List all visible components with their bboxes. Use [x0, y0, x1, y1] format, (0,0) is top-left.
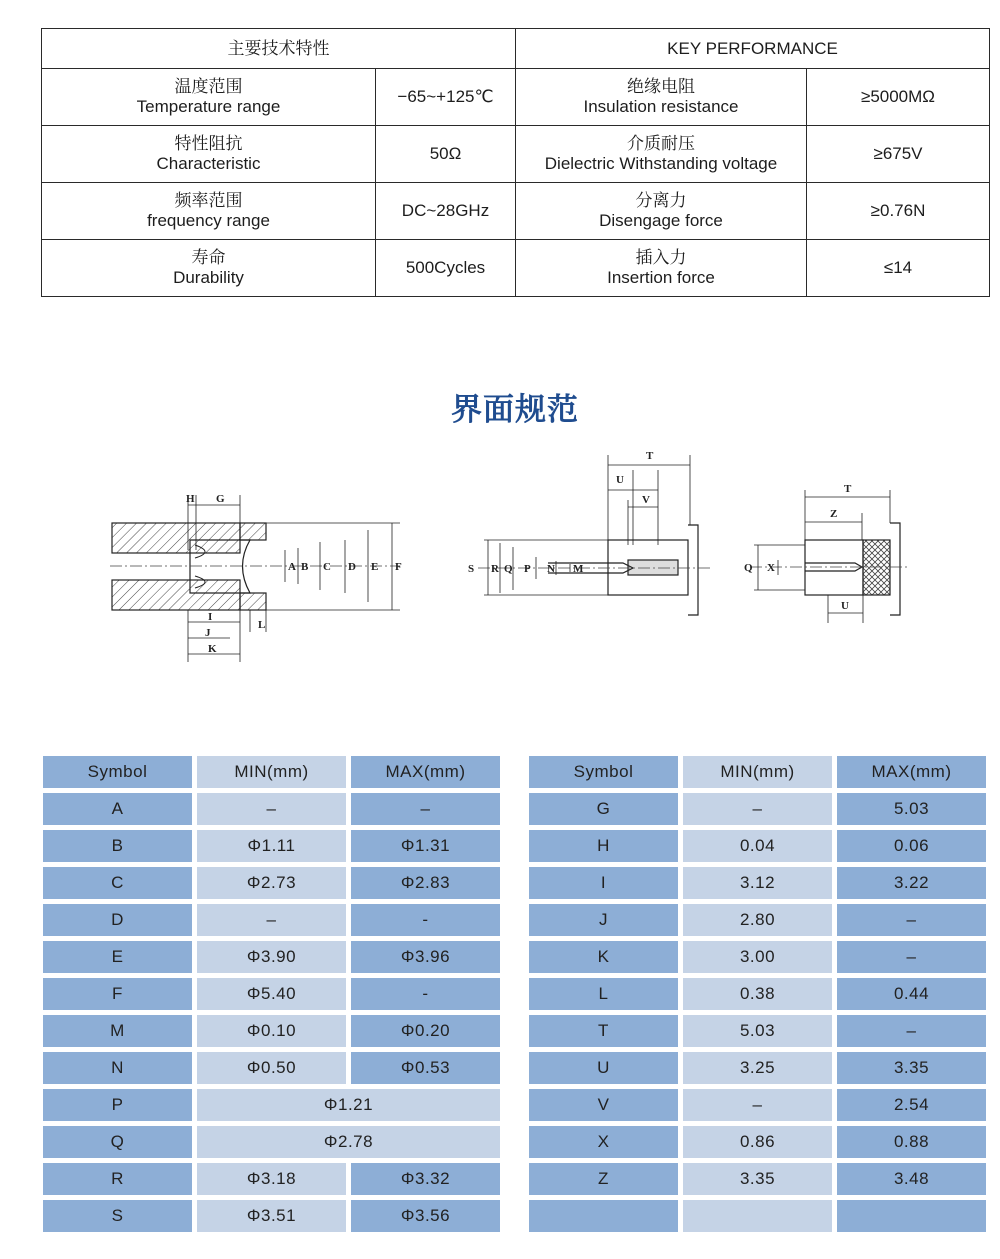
table-row — [529, 793, 986, 825]
table-row — [43, 978, 500, 1010]
dim-label-j: J — [205, 627, 211, 639]
table-row — [43, 1052, 500, 1084]
param-value: 500Cycles — [376, 240, 516, 297]
min-cell: – — [197, 904, 346, 936]
symbol-cell: J — [529, 904, 678, 936]
table-row — [529, 830, 986, 862]
max-cell: – — [351, 793, 500, 825]
param-name-cell — [42, 240, 376, 297]
min-cell: Φ1.11 — [197, 830, 346, 862]
min-cell: Φ3.51 — [197, 1200, 346, 1232]
param-name-cn: 温度范围 — [174, 77, 243, 96]
dim-label-g: G — [216, 493, 225, 505]
param-name-cell — [42, 69, 376, 126]
merged-value-cell: Φ1.21 — [197, 1089, 500, 1121]
drawing-left-interface — [100, 490, 410, 670]
min-cell: 0.38 — [683, 978, 832, 1010]
table-row — [529, 904, 986, 936]
max-cell: 0.44 — [837, 978, 986, 1010]
symbol-cell: M — [43, 1015, 192, 1047]
max-cell: 2.54 — [837, 1089, 986, 1121]
table-row — [43, 904, 500, 936]
symbol-cell: N — [43, 1052, 192, 1084]
table-row — [529, 867, 986, 899]
param-name-en: frequency range — [147, 211, 270, 230]
body-bottom-section — [112, 580, 240, 610]
symbol-cell: K — [529, 941, 678, 973]
param-value: −65~+125℃ — [376, 69, 516, 126]
max-cell: 3.48 — [837, 1163, 986, 1195]
vertical-dim-lines — [188, 495, 400, 662]
performance-row — [42, 69, 990, 126]
max-cell: 3.35 — [837, 1052, 986, 1084]
dimension-table-left — [38, 751, 505, 1237]
min-cell: 3.35 — [683, 1163, 832, 1195]
symbol-cell: S — [43, 1200, 192, 1232]
table-row — [43, 867, 500, 899]
dim-label-n: N — [547, 563, 555, 575]
table-row — [43, 793, 500, 825]
performance-header-row — [42, 29, 990, 69]
param-name-cell — [42, 183, 376, 240]
param-value: DC~28GHz — [376, 183, 516, 240]
param-name-en: Insertion force — [607, 268, 715, 287]
symbol-cell: V — [529, 1089, 678, 1121]
dimension-table-right — [524, 751, 991, 1237]
max-cell: – — [837, 941, 986, 973]
min-cell: Φ3.90 — [197, 941, 346, 973]
min-cell: 0.04 — [683, 830, 832, 862]
param-name-en: Insulation resistance — [583, 97, 739, 116]
dim-label-m: M — [573, 563, 584, 575]
param-name-cell — [516, 183, 807, 240]
max-cell — [837, 1200, 986, 1232]
header-min: MIN(mm) — [197, 756, 346, 788]
performance-row — [42, 183, 990, 240]
table-row — [43, 1126, 500, 1158]
max-cell: Φ1.31 — [351, 830, 500, 862]
performance-header-cn: 主要技术特性 — [42, 29, 516, 69]
param-name-cn: 介质耐压 — [627, 134, 695, 153]
dim-table-header-row — [529, 756, 986, 788]
performance-row — [42, 126, 990, 183]
table-row — [43, 1200, 500, 1232]
performance-table — [41, 28, 990, 297]
min-cell — [683, 1200, 832, 1232]
dim-label-a: A — [288, 561, 296, 573]
param-value: 50Ω — [376, 126, 516, 183]
symbol-cell: U — [529, 1052, 678, 1084]
dim-label-b: B — [301, 561, 309, 573]
dim-label-i: I — [208, 611, 213, 623]
table-row — [43, 1015, 500, 1047]
max-cell: - — [351, 978, 500, 1010]
dim-label-q: Q — [744, 562, 753, 574]
dim-label-u: U — [841, 600, 849, 612]
symbol-cell: D — [43, 904, 192, 936]
dim-label-e: E — [371, 561, 379, 573]
min-cell: 3.12 — [683, 867, 832, 899]
table-row — [529, 1089, 986, 1121]
header-max: MAX(mm) — [837, 756, 986, 788]
dim-label-c: C — [323, 561, 331, 573]
symbol-cell: G — [529, 793, 678, 825]
drawing-middle-interface — [458, 445, 723, 620]
param-value: ≥5000MΩ — [807, 69, 990, 126]
max-cell: 3.22 — [837, 867, 986, 899]
param-name-en: Dielectric Withstanding voltage — [544, 154, 778, 173]
table-row — [529, 1126, 986, 1158]
max-cell: Φ0.53 — [351, 1052, 500, 1084]
symbol-cell: B — [43, 830, 192, 862]
symbol-cell: I — [529, 867, 678, 899]
min-cell: 0.86 — [683, 1126, 832, 1158]
section-title: 界面规范 — [451, 392, 579, 427]
symbol-cell: C — [43, 867, 192, 899]
header-symbol: Symbol — [43, 756, 192, 788]
drawing-right-interface — [740, 475, 910, 625]
param-name-cn: 特性阻抗 — [174, 134, 243, 153]
step-top — [240, 523, 266, 540]
min-cell: – — [197, 793, 346, 825]
symbol-cell: L — [529, 978, 678, 1010]
param-name-cell — [42, 126, 376, 183]
dim-label-t: T — [646, 450, 654, 462]
table-row — [529, 1052, 986, 1084]
performance-header-en: KEY PERFORMANCE — [516, 29, 990, 69]
max-cell: 0.06 — [837, 830, 986, 862]
dim-label-h: H — [186, 493, 195, 505]
table-row — [529, 1015, 986, 1047]
min-cell: 5.03 — [683, 1015, 832, 1047]
max-cell: Φ2.83 — [351, 867, 500, 899]
param-name-cell — [516, 126, 807, 183]
dim-label-x: X — [767, 562, 775, 574]
min-cell: 3.00 — [683, 941, 832, 973]
min-cell: Φ2.73 — [197, 867, 346, 899]
table-row — [43, 1163, 500, 1195]
symbol-cell: P — [43, 1089, 192, 1121]
max-cell: Φ3.32 — [351, 1163, 500, 1195]
header-symbol: Symbol — [529, 756, 678, 788]
performance-row — [42, 240, 990, 297]
param-name-cn: 寿命 — [191, 248, 226, 267]
param-name-en: Characteristic — [156, 154, 261, 173]
dim-label-k: K — [208, 643, 217, 655]
symbol-cell: T — [529, 1015, 678, 1047]
body-top-section — [112, 523, 240, 553]
max-cell: Φ0.20 — [351, 1015, 500, 1047]
dim-label-l: L — [258, 619, 266, 631]
table-row — [529, 941, 986, 973]
param-name-cn: 插入力 — [635, 248, 687, 267]
dim-label-z: Z — [830, 508, 838, 520]
dim-table-header-row — [43, 756, 500, 788]
max-cell: Φ3.56 — [351, 1200, 500, 1232]
min-cell: Φ3.18 — [197, 1163, 346, 1195]
max-cell: – — [837, 1015, 986, 1047]
symbol-cell: Z — [529, 1163, 678, 1195]
symbol-cell: A — [43, 793, 192, 825]
header-max: MAX(mm) — [351, 756, 500, 788]
max-cell: 5.03 — [837, 793, 986, 825]
symbol-cell: X — [529, 1126, 678, 1158]
min-cell: – — [683, 1089, 832, 1121]
header-min: MIN(mm) — [683, 756, 832, 788]
dim-label-r: R — [491, 563, 499, 575]
table-row — [43, 1089, 500, 1121]
min-cell: Φ5.40 — [197, 978, 346, 1010]
param-name-en: Temperature range — [136, 97, 281, 116]
symbol-cell: Q — [43, 1126, 192, 1158]
symbol-cell: F — [43, 978, 192, 1010]
min-cell: Φ0.10 — [197, 1015, 346, 1047]
param-name-cn: 分离力 — [635, 191, 687, 210]
symbol-cell: H — [529, 830, 678, 862]
symbol-cell: E — [43, 941, 192, 973]
param-name-cell — [516, 240, 807, 297]
table-row — [43, 941, 500, 973]
right-part-outline — [805, 523, 900, 615]
param-name-cn: 频率范围 — [174, 191, 243, 210]
left-interface-svg — [100, 490, 410, 670]
symbol-cell: R — [43, 1163, 192, 1195]
dim-label-u: U — [616, 474, 624, 486]
middle-part-outline — [548, 525, 698, 615]
dim-label-p: P — [524, 563, 531, 575]
max-cell: Φ3.96 — [351, 941, 500, 973]
min-cell: Φ0.50 — [197, 1052, 346, 1084]
param-name-en: Durability — [173, 268, 244, 287]
table-row — [529, 978, 986, 1010]
dim-label-f: F — [395, 561, 402, 573]
max-cell: – — [837, 904, 986, 936]
dim-label-d: D — [348, 561, 356, 573]
dim-label-v: V — [642, 494, 650, 506]
max-cell: - — [351, 904, 500, 936]
min-cell: 3.25 — [683, 1052, 832, 1084]
param-value: ≥675V — [807, 126, 990, 183]
param-value: ≥0.76N — [807, 183, 990, 240]
table-row — [529, 1200, 986, 1232]
min-cell: – — [683, 793, 832, 825]
param-value: ≤14 — [807, 240, 990, 297]
param-name-en: Disengage force — [599, 211, 723, 230]
max-cell: 0.88 — [837, 1126, 986, 1158]
param-name-cell — [516, 69, 807, 126]
table-row — [43, 830, 500, 862]
dim-label-s: S — [468, 563, 475, 575]
param-name-cn: 绝缘电阻 — [627, 77, 695, 96]
merged-value-cell: Φ2.78 — [197, 1126, 500, 1158]
min-cell: 2.80 — [683, 904, 832, 936]
table-row — [529, 1163, 986, 1195]
dim-label-t: T — [844, 483, 852, 495]
right-interface-svg — [740, 475, 910, 625]
middle-interface-svg — [458, 445, 723, 620]
dim-label-q: Q — [504, 563, 513, 575]
step-bottom — [240, 593, 266, 610]
symbol-cell — [529, 1200, 678, 1232]
